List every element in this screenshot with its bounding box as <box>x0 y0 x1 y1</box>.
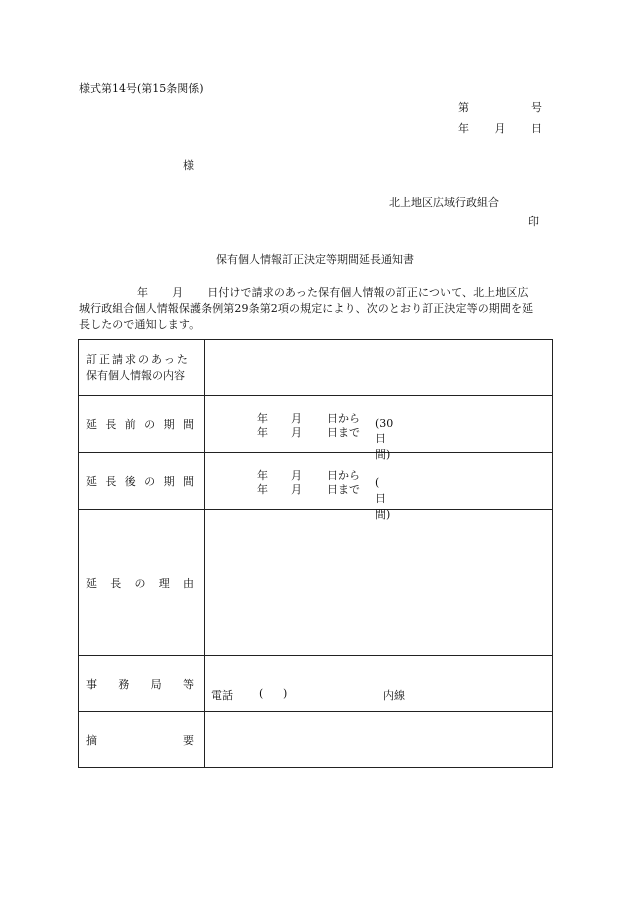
telephone-label: 電話 <box>211 689 233 702</box>
body-line-1 <box>79 285 553 301</box>
period-before-days: (30日間) <box>375 417 394 461</box>
value-summary[interactable] <box>205 712 553 768</box>
notice-table <box>78 339 553 768</box>
date-year: 年 <box>458 122 469 135</box>
row-extension-reason <box>79 510 553 656</box>
body-line-1-text: 日付けで請求のあった保有個人情報の訂正について、北上地区広 <box>207 286 529 299</box>
body-month: 月 <box>172 286 184 299</box>
value-office[interactable] <box>205 656 553 712</box>
label-line-2: 保有個人情報の内容 <box>86 368 185 382</box>
label-office: 事 務 局 等 <box>79 656 205 712</box>
period-after-to: 年 月 日まで <box>257 483 360 496</box>
row-office <box>79 656 553 712</box>
label-extension-reason: 延 長 の 理 由 <box>79 510 205 656</box>
row-period-after <box>79 453 553 510</box>
label-line-1: 訂正請求のあった <box>86 352 190 366</box>
addressee: 様 <box>183 159 194 172</box>
label-summary: 摘 要 <box>79 712 205 768</box>
document-title: 保有個人情報訂正決定等期間延長通知書 <box>216 253 414 266</box>
body-line-3: 長したので通知します。 <box>79 318 201 331</box>
number-prefix: 第 <box>458 101 469 114</box>
label-correction-content <box>79 340 205 396</box>
period-after-from: 年 月 日から ( 日間) <box>257 469 391 521</box>
notice-body <box>79 285 553 333</box>
number-suffix: 号 <box>531 101 542 114</box>
row-summary <box>79 712 553 768</box>
date-day: 日 <box>531 122 542 135</box>
seal-mark: 印 <box>528 215 539 228</box>
value-period-before[interactable] <box>205 396 553 461</box>
date-month: 月 <box>494 122 506 135</box>
value-correction-content[interactable] <box>205 340 553 396</box>
row-correction-content <box>79 340 553 396</box>
value-extension-reason[interactable] <box>205 510 553 656</box>
extension-label: 内線 <box>383 689 405 702</box>
telephone-line: 電話 ( ) 内線 <box>211 687 405 702</box>
period-before-from: 年 月 日から (30日間) <box>257 412 394 461</box>
period-before-to: 年 月 日まで <box>257 426 360 439</box>
period-after-days: ( 日間) <box>375 476 391 521</box>
body-year: 年 <box>137 286 149 299</box>
label-period-before: 延 長 前 の 期 間 <box>79 396 205 453</box>
document-date-line <box>458 120 542 136</box>
row-period-before <box>79 396 553 453</box>
form-number: 様式第14号(第15条関係) <box>79 82 204 95</box>
body-line-2: 城行政組合個人情報保護条例第29条第2項の規定により、次のとおり訂正決定等の期間を延 <box>79 302 534 315</box>
label-period-after: 延 長 後 の 期 間 <box>79 453 205 510</box>
document-number-line <box>458 99 542 115</box>
organization-name: 北上地区広域行政組合 <box>389 196 499 209</box>
value-period-after[interactable] <box>205 453 553 521</box>
